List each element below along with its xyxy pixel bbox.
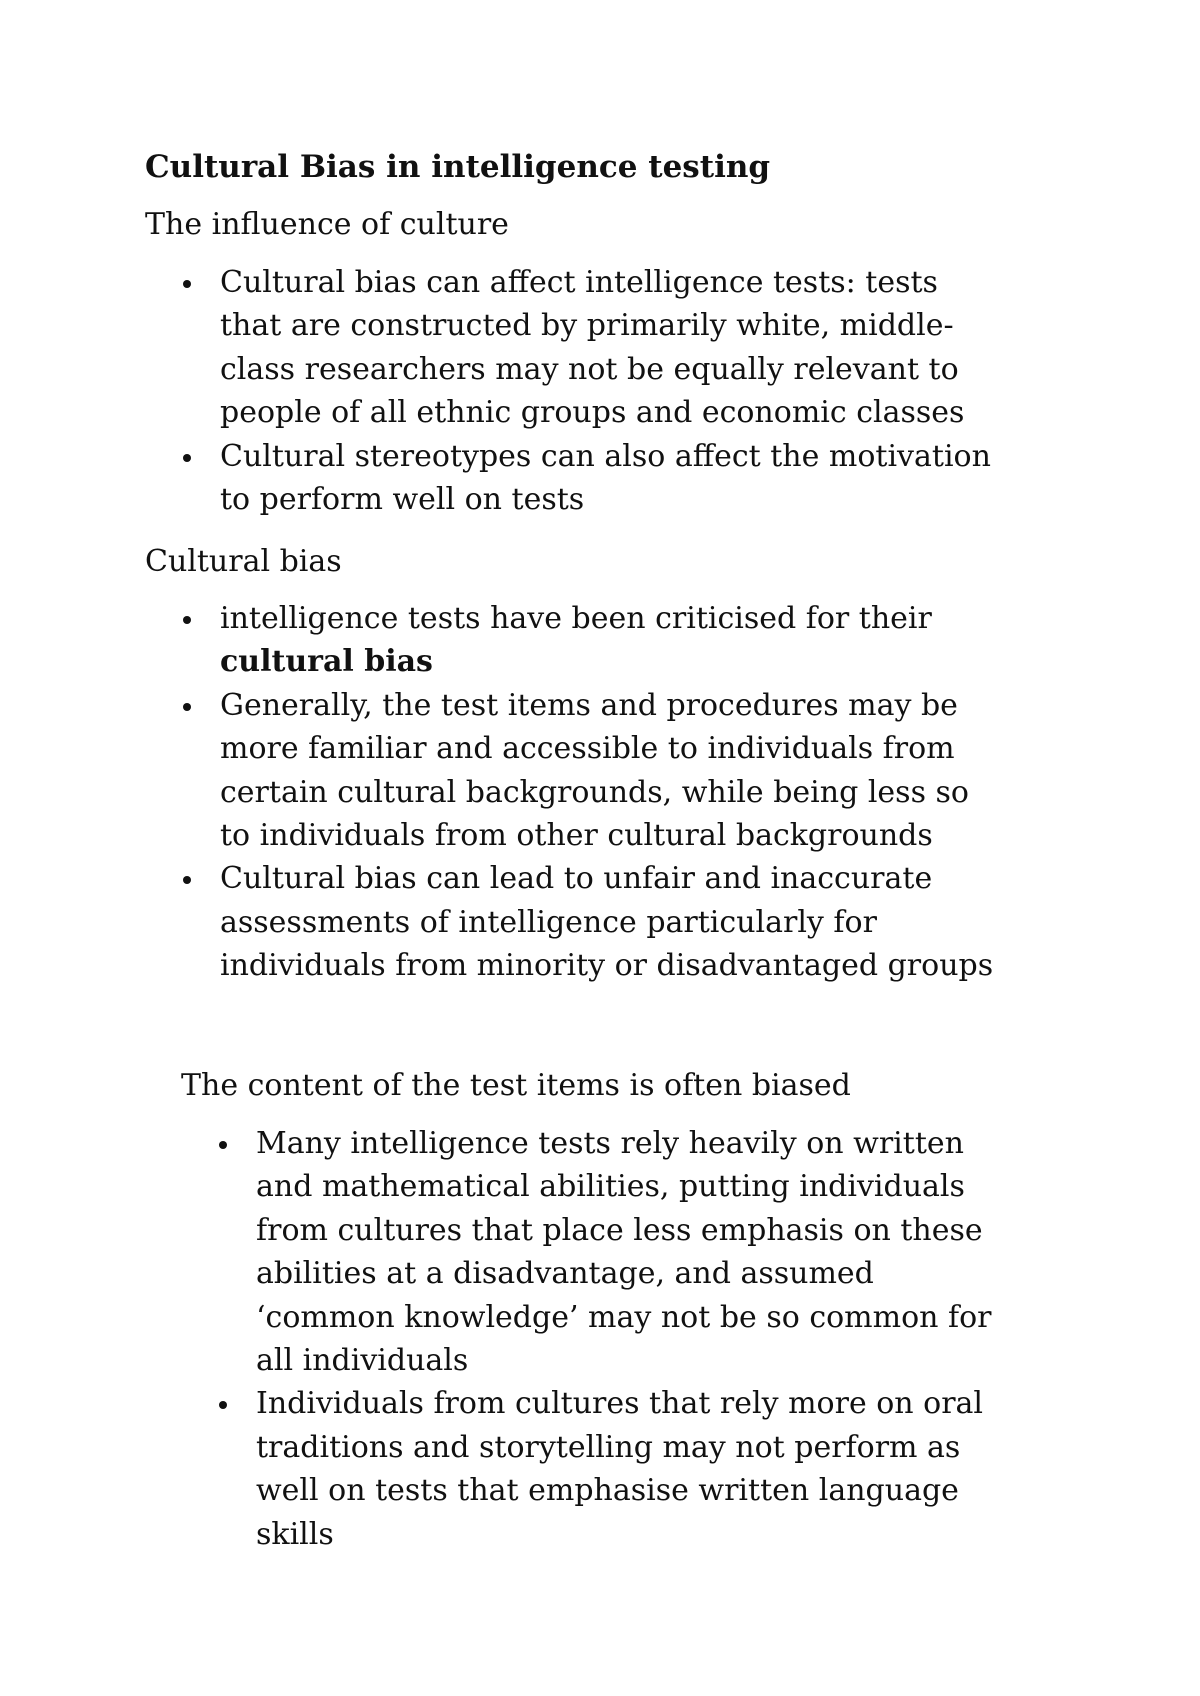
text-line: all individuals [256, 1343, 469, 1379]
page-title: Cultural Bias in intelligence testing [145, 149, 771, 185]
text-line: skills [256, 1516, 334, 1552]
text-line: more familiar and accessible to individuals from [220, 731, 955, 767]
list-item [145, 261, 1105, 435]
text-line: intelligence tests have been criticised for their [220, 601, 932, 636]
text-line: and mathematical abilities, putting individuals [256, 1169, 965, 1205]
text-line: abilities at a disadvantage, and assumed [256, 1256, 874, 1292]
text-line: that are constructed by primarily white, middle- [220, 308, 954, 344]
list-item [181, 1122, 1141, 1382]
list-item [145, 684, 1105, 858]
text-line: assessments of intelligence particularly for [220, 904, 877, 940]
bullet-list-influence-of-culture [145, 261, 1105, 521]
text-line: to perform well on tests [220, 482, 585, 518]
section-heading-cultural-bias: Cultural bias [145, 544, 342, 579]
text-line: well on tests that emphasise written language [256, 1473, 959, 1509]
text-line: traditions and storytelling may not perform as [256, 1429, 961, 1465]
bullet-icon [219, 1401, 227, 1409]
bullet-icon [183, 280, 191, 288]
text-line-bold [220, 640, 1105, 683]
text-line: Individuals from cultures that rely more on oral [256, 1386, 984, 1422]
text-line: individuals from minority or disadvantaged groups [220, 948, 994, 984]
bullet-icon [183, 454, 191, 462]
text-line: Many intelligence tests rely heavily on written [256, 1126, 964, 1161]
bullet-icon [183, 876, 191, 884]
bullet-list-cultural-bias [145, 597, 1105, 988]
text-line: certain cultural backgrounds, while being less so [220, 774, 969, 810]
bullet-list-test-content [181, 1122, 1141, 1556]
text-line: ‘common knowledge’ may not be so common for [256, 1299, 992, 1335]
text-line: people of all ethnic groups and economic classes [220, 395, 965, 431]
text-line: Cultural bias can lead to unfair and inaccurate [220, 861, 933, 897]
text-line: class researchers may not be equally relevant to [220, 351, 959, 387]
list-item [181, 1382, 1141, 1556]
list-item [145, 597, 1105, 684]
bold-term: cultural bias [220, 644, 433, 680]
text-line: from cultures that place less emphasis on these [256, 1212, 983, 1248]
list-item [145, 435, 1105, 522]
bullet-icon [183, 616, 191, 624]
bullet-icon [219, 1141, 227, 1149]
text-line: Cultural stereotypes can also affect the motivation [220, 438, 991, 474]
section-heading-test-content: The content of the test items is often biased [181, 1068, 851, 1103]
section-heading-influence-of-culture: The influence of culture [145, 207, 509, 242]
text-line: to individuals from other cultural backgrounds [220, 818, 933, 854]
bullet-icon [183, 703, 191, 711]
text-line: Generally, the test items and procedures may be [220, 687, 958, 723]
list-item [145, 857, 1105, 987]
text-line: Cultural bias can affect intelligence tests: tests [220, 265, 938, 300]
